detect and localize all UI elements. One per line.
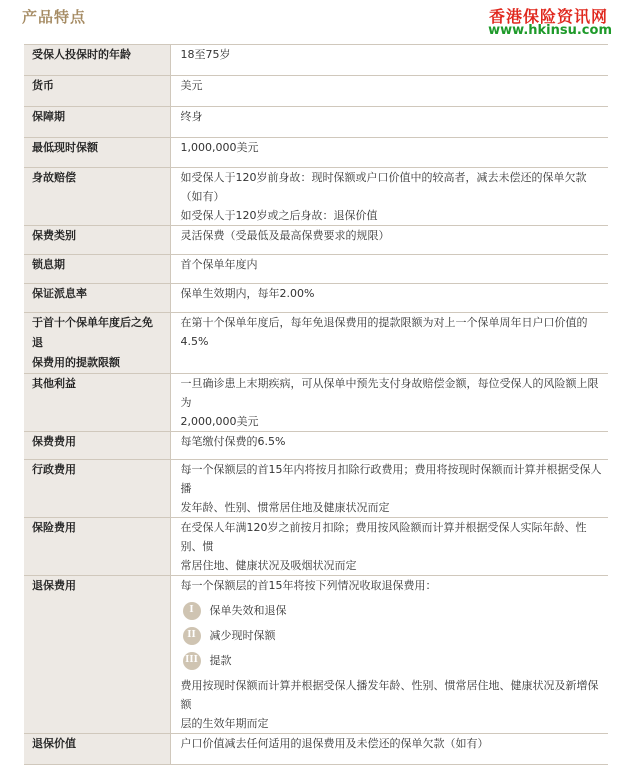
row-label: 退保费用: [24, 576, 170, 734]
row-label: 最低现时保额: [24, 138, 170, 168]
table-row: [24, 374, 608, 432]
row-value: 首个保单年度内: [170, 255, 608, 284]
table-row: [24, 518, 608, 576]
row-label: 于首十个保单年度后之免退 保费用的提款限额: [24, 313, 170, 374]
row-label: 锁息期: [24, 255, 170, 284]
row-value: 在受保人年满120岁之前按月扣除；费用按风险额而计算并根据受保人实际年龄、性别、惯 常居住地、健康状况及吸烟状况而定: [170, 518, 608, 576]
table-row: [24, 255, 608, 284]
table-row: [24, 576, 608, 734]
row-label: 受保人投保时的年龄: [24, 45, 170, 76]
table-row: [24, 734, 608, 765]
row-label: 退保价值: [24, 734, 170, 765]
table-row: [24, 432, 608, 460]
roman-numeral-badge: III: [183, 652, 201, 670]
row-label: 保证派息率: [24, 284, 170, 313]
watermark-url: www.hkinsu.com: [488, 23, 612, 38]
table-row: [24, 284, 608, 313]
row-label: 身故赔偿: [24, 168, 170, 226]
table-row: [24, 45, 608, 76]
row-value: 在第十个保单年度后，每年免退保费用的提款限额为对上一个保单周年日户口价值的4.5%: [170, 313, 608, 374]
table-row: [24, 460, 608, 518]
row-label: 货币: [24, 76, 170, 107]
table-row: [24, 107, 608, 138]
row-value: 终身: [170, 107, 608, 138]
row-value: 每一个保额层的首15年将按下列情况收取退保费用： I 保单失效和退保 II 减少现时保额 III 提款 费用按现时保额而计算并根据受保人播发年龄、性别、惯常居住地、健康状况及新增保额 层的生效年期而定: [170, 576, 608, 734]
row-value: 每笔缴付保费的6.5%: [170, 432, 608, 460]
row-value: 户口价值减去任何适用的退保费用及未偿还的保单欠款（如有）: [170, 734, 608, 765]
table-row: [24, 76, 608, 107]
row-value: 美元: [170, 76, 608, 107]
roman-numeral-badge: II: [183, 627, 201, 645]
row-label: 保费费用: [24, 432, 170, 460]
row-value: 灵活保费（受最低及最高保费要求的规限）: [170, 226, 608, 255]
row-label: 保险费用: [24, 518, 170, 576]
table-row: [24, 313, 608, 374]
list-item: III 提款: [183, 651, 603, 670]
list-item: II 减少现时保额: [183, 626, 603, 645]
row-value: 每一个保额层的首15年内将按月扣除行政费用；费用将按现时保额而计算并根据受保人播 发年龄、性别、惯常居住地及健康状况而定: [170, 460, 608, 518]
table-row: [24, 226, 608, 255]
roman-numeral-badge: I: [183, 602, 201, 620]
row-value: 保单生效期内，每年2.00%: [170, 284, 608, 313]
table-row: [24, 168, 608, 226]
row-value: 18至75岁: [170, 45, 608, 76]
watermark-title: 香港保险资讯网: [488, 7, 608, 26]
row-value: 如受保人于120岁前身故：现时保额或户口价值中的较高者，减去未偿还的保单欠款（如有） 如受保人于120岁或之后身故：退保价值: [170, 168, 608, 226]
row-label: 其他利益: [24, 374, 170, 432]
row-value: 1,000,000美元: [170, 138, 608, 168]
page-header: [0, 0, 634, 44]
section-title: 产品特点: [22, 8, 87, 26]
row-label: 保障期: [24, 107, 170, 138]
table-row: [24, 138, 608, 168]
list-item: I 保单失效和退保: [183, 601, 603, 620]
row-value: 一旦确诊患上末期疾病，可从保单中预先支付身故赔偿金额，每位受保人的风险额上限为 2,000,000美元: [170, 374, 608, 432]
product-features-table: [24, 44, 608, 765]
row-label: 行政费用: [24, 460, 170, 518]
row-label: 保费类别: [24, 226, 170, 255]
